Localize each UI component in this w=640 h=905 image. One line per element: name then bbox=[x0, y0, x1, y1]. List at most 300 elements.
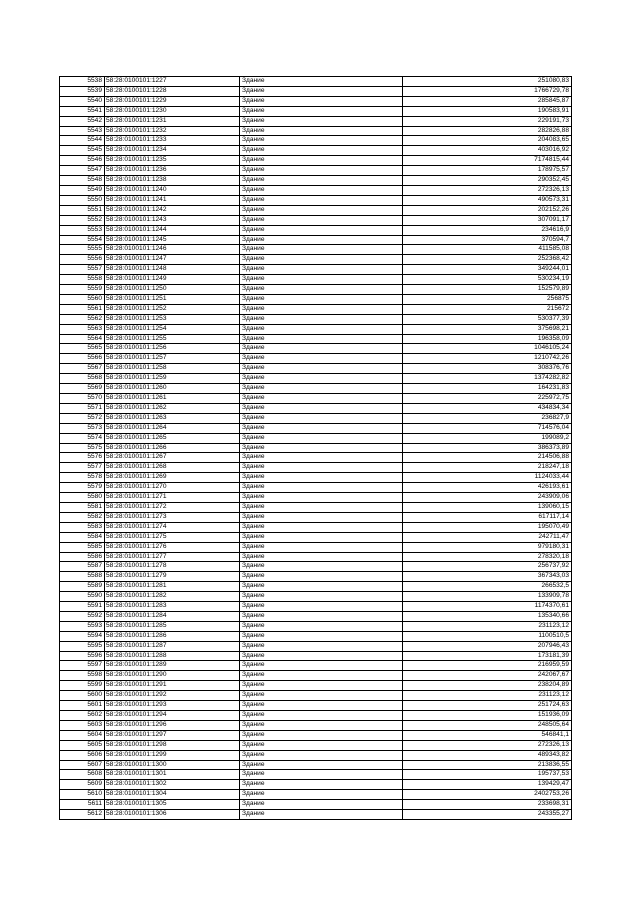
cadastral-number-cell: 58:28:0100101:1276 bbox=[105, 542, 240, 552]
row-number-cell: 5596 bbox=[60, 651, 105, 661]
row-number-cell: 5576 bbox=[60, 453, 105, 463]
cadastral-number-cell: 58:28:0100101:1232 bbox=[105, 126, 240, 136]
row-number-cell: 5577 bbox=[60, 463, 105, 473]
row-number-cell: 5559 bbox=[60, 285, 105, 295]
cadastral-number-cell: 58:28:0100101:1301 bbox=[105, 770, 240, 780]
cadastral-number-cell: 58:28:0100101:1258 bbox=[105, 364, 240, 374]
object-type-cell: Здание bbox=[240, 403, 403, 413]
row-number-cell: 5582 bbox=[60, 512, 105, 522]
row-number-cell: 5555 bbox=[60, 245, 105, 255]
cadastral-number-cell: 58:28:0100101:1277 bbox=[105, 552, 240, 562]
row-number-cell: 5607 bbox=[60, 760, 105, 770]
cadastral-number-cell: 58:28:0100101:1304 bbox=[105, 790, 240, 800]
table-row bbox=[60, 185, 572, 195]
object-type-cell: Здание bbox=[240, 542, 403, 552]
table-row bbox=[60, 740, 572, 750]
cadastral-value-cell: 238204,89 bbox=[403, 681, 572, 691]
object-type-cell: Здание bbox=[240, 473, 403, 483]
table-row bbox=[60, 235, 572, 245]
table-row bbox=[60, 433, 572, 443]
cadastral-number-cell: 58:28:0100101:1230 bbox=[105, 106, 240, 116]
cadastral-value-cell: 256737,92 bbox=[403, 562, 572, 572]
row-number-cell: 5538 bbox=[60, 77, 105, 87]
cadastral-value-cell: 178975,57 bbox=[403, 166, 572, 176]
cadastral-number-cell: 58:28:0100101:1252 bbox=[105, 304, 240, 314]
table-row bbox=[60, 592, 572, 602]
table-row bbox=[60, 760, 572, 770]
row-number-cell: 5543 bbox=[60, 126, 105, 136]
table-row bbox=[60, 384, 572, 394]
cadastral-number-cell: 58:28:0100101:1244 bbox=[105, 225, 240, 235]
row-number-cell: 5548 bbox=[60, 176, 105, 186]
cadastral-number-cell: 58:28:0100101:1263 bbox=[105, 413, 240, 423]
table-row bbox=[60, 522, 572, 532]
cadastral-value-cell: 213836,55 bbox=[403, 760, 572, 770]
table-row bbox=[60, 493, 572, 503]
cadastral-number-cell: 58:28:0100101:1299 bbox=[105, 750, 240, 760]
cadastral-value-cell: 714576,04 bbox=[403, 423, 572, 433]
object-type-cell: Здание bbox=[240, 562, 403, 572]
cadastral-value-cell: 152579,89 bbox=[403, 285, 572, 295]
object-type-cell: Здание bbox=[240, 205, 403, 215]
cadastral-value-cell: 195737,53 bbox=[403, 770, 572, 780]
row-number-cell: 5557 bbox=[60, 265, 105, 275]
cadastral-value-cell: 307091,17 bbox=[403, 215, 572, 225]
row-number-cell: 5566 bbox=[60, 354, 105, 364]
cadastral-value-cell: 252368,42 bbox=[403, 255, 572, 265]
cadastral-value-cell: 266532,5 bbox=[403, 582, 572, 592]
cadastral-number-cell: 58:28:0100101:1227 bbox=[105, 77, 240, 87]
row-number-cell: 5570 bbox=[60, 394, 105, 404]
row-number-cell: 5552 bbox=[60, 215, 105, 225]
row-number-cell: 5542 bbox=[60, 116, 105, 126]
cadastral-value-cell: 225972,75 bbox=[403, 394, 572, 404]
table-row bbox=[60, 562, 572, 572]
table-row bbox=[60, 701, 572, 711]
cadastral-value-cell: 2402753,26 bbox=[403, 790, 572, 800]
row-number-cell: 5575 bbox=[60, 443, 105, 453]
cadastral-number-cell: 58:28:0100101:1294 bbox=[105, 711, 240, 721]
row-number-cell: 5592 bbox=[60, 611, 105, 621]
object-type-cell: Здание bbox=[240, 770, 403, 780]
cadastral-number-cell: 58:28:0100101:1238 bbox=[105, 176, 240, 186]
object-type-cell: Здание bbox=[240, 681, 403, 691]
row-number-cell: 5539 bbox=[60, 86, 105, 96]
cadastral-number-cell: 58:28:0100101:1290 bbox=[105, 671, 240, 681]
table-row bbox=[60, 364, 572, 374]
object-type-cell: Здание bbox=[240, 483, 403, 493]
object-type-cell: Здание bbox=[240, 185, 403, 195]
cadastral-value-cell: 214506,88 bbox=[403, 453, 572, 463]
table-row bbox=[60, 195, 572, 205]
cadastral-value-cell: 979180,31 bbox=[403, 542, 572, 552]
cadastral-number-cell: 58:28:0100101:1288 bbox=[105, 651, 240, 661]
table-row bbox=[60, 225, 572, 235]
table-row bbox=[60, 800, 572, 810]
cadastral-number-cell: 58:28:0100101:1285 bbox=[105, 621, 240, 631]
cadastral-number-cell: 58:28:0100101:1256 bbox=[105, 344, 240, 354]
object-type-cell: Здание bbox=[240, 532, 403, 542]
table-row bbox=[60, 275, 572, 285]
data-table bbox=[59, 76, 572, 820]
cadastral-number-cell: 58:28:0100101:1241 bbox=[105, 195, 240, 205]
row-number-cell: 5554 bbox=[60, 235, 105, 245]
table-row bbox=[60, 344, 572, 354]
object-type-cell: Здание bbox=[240, 394, 403, 404]
row-number-cell: 5610 bbox=[60, 790, 105, 800]
row-number-cell: 5609 bbox=[60, 780, 105, 790]
cadastral-number-cell: 58:28:0100101:1267 bbox=[105, 453, 240, 463]
cadastral-number-cell: 58:28:0100101:1273 bbox=[105, 512, 240, 522]
table-row bbox=[60, 285, 572, 295]
object-type-cell: Здание bbox=[240, 364, 403, 374]
cadastral-value-cell: 290352,45 bbox=[403, 176, 572, 186]
table-row bbox=[60, 621, 572, 631]
cadastral-value-cell: 386373,89 bbox=[403, 443, 572, 453]
object-type-cell: Здание bbox=[240, 235, 403, 245]
row-number-cell: 5595 bbox=[60, 641, 105, 651]
table-row bbox=[60, 423, 572, 433]
cadastral-value-cell: 434834,34 bbox=[403, 403, 572, 413]
row-number-cell: 5594 bbox=[60, 631, 105, 641]
object-type-cell: Здание bbox=[240, 522, 403, 532]
cadastral-value-cell: 164231,83 bbox=[403, 384, 572, 394]
object-type-cell: Здание bbox=[240, 552, 403, 562]
object-type-cell: Здание bbox=[240, 433, 403, 443]
row-number-cell: 5591 bbox=[60, 602, 105, 612]
cadastral-number-cell: 58:28:0100101:1248 bbox=[105, 265, 240, 275]
table-row bbox=[60, 176, 572, 186]
cadastral-number-cell: 58:28:0100101:1262 bbox=[105, 403, 240, 413]
table-row bbox=[60, 532, 572, 542]
table-row bbox=[60, 681, 572, 691]
object-type-cell: Здание bbox=[240, 195, 403, 205]
object-type-cell: Здание bbox=[240, 800, 403, 810]
cadastral-number-cell: 58:28:0100101:1253 bbox=[105, 314, 240, 324]
cadastral-value-cell: 530234,19 bbox=[403, 275, 572, 285]
cadastral-value-cell: 308376,76 bbox=[403, 364, 572, 374]
cadastral-value-cell: 231123,12 bbox=[403, 691, 572, 701]
cadastral-value-cell: 403016,92 bbox=[403, 146, 572, 156]
cadastral-number-cell: 58:28:0100101:1229 bbox=[105, 96, 240, 106]
object-type-cell: Здание bbox=[240, 661, 403, 671]
cadastral-value-cell: 349244,01 bbox=[403, 265, 572, 275]
object-type-cell: Здание bbox=[240, 750, 403, 760]
row-number-cell: 5606 bbox=[60, 750, 105, 760]
row-number-cell: 5556 bbox=[60, 255, 105, 265]
row-number-cell: 5603 bbox=[60, 720, 105, 730]
object-type-cell: Здание bbox=[240, 384, 403, 394]
table-row bbox=[60, 304, 572, 314]
cadastral-number-cell: 58:28:0100101:1242 bbox=[105, 205, 240, 215]
object-type-cell: Здание bbox=[240, 592, 403, 602]
row-number-cell: 5604 bbox=[60, 730, 105, 740]
cadastral-value-cell: 218247,18 bbox=[403, 463, 572, 473]
table-row bbox=[60, 641, 572, 651]
cadastral-value-cell: 285845,87 bbox=[403, 96, 572, 106]
row-number-cell: 5600 bbox=[60, 691, 105, 701]
cadastral-value-cell: 1124033,44 bbox=[403, 473, 572, 483]
table-row bbox=[60, 245, 572, 255]
object-type-cell: Здание bbox=[240, 374, 403, 384]
table-row bbox=[60, 582, 572, 592]
row-number-cell: 5564 bbox=[60, 334, 105, 344]
cadastral-value-cell: 151936,09 bbox=[403, 711, 572, 721]
object-type-cell: Здание bbox=[240, 671, 403, 681]
cadastral-value-cell: 7174815,44 bbox=[403, 156, 572, 166]
object-type-cell: Здание bbox=[240, 512, 403, 522]
row-number-cell: 5547 bbox=[60, 166, 105, 176]
cadastral-number-cell: 58:28:0100101:1255 bbox=[105, 334, 240, 344]
object-type-cell: Здание bbox=[240, 463, 403, 473]
cadastral-value-cell: 272326,13 bbox=[403, 740, 572, 750]
table-row bbox=[60, 374, 572, 384]
row-number-cell: 5579 bbox=[60, 483, 105, 493]
cadastral-value-cell: 278320,18 bbox=[403, 552, 572, 562]
object-type-cell: Здание bbox=[240, 453, 403, 463]
row-number-cell: 5602 bbox=[60, 711, 105, 721]
cadastral-value-cell: 243909,06 bbox=[403, 493, 572, 503]
table-row bbox=[60, 146, 572, 156]
row-number-cell: 5586 bbox=[60, 552, 105, 562]
object-type-cell: Здание bbox=[240, 354, 403, 364]
cadastral-number-cell: 58:28:0100101:1306 bbox=[105, 810, 240, 820]
cadastral-number-cell: 58:28:0100101:1302 bbox=[105, 780, 240, 790]
cadastral-value-cell: 173181,39 bbox=[403, 651, 572, 661]
cadastral-number-cell: 58:28:0100101:1270 bbox=[105, 483, 240, 493]
cadastral-value-cell: 411585,08 bbox=[403, 245, 572, 255]
row-number-cell: 5588 bbox=[60, 572, 105, 582]
object-type-cell: Здание bbox=[240, 166, 403, 176]
object-type-cell: Здание bbox=[240, 285, 403, 295]
object-type-cell: Здание bbox=[240, 225, 403, 235]
cadastral-number-cell: 58:28:0100101:1261 bbox=[105, 394, 240, 404]
object-type-cell: Здание bbox=[240, 780, 403, 790]
cadastral-value-cell: 243355,27 bbox=[403, 810, 572, 820]
row-number-cell: 5568 bbox=[60, 374, 105, 384]
table-row bbox=[60, 324, 572, 334]
object-type-cell: Здание bbox=[240, 314, 403, 324]
row-number-cell: 5598 bbox=[60, 671, 105, 681]
object-type-cell: Здание bbox=[240, 255, 403, 265]
object-type-cell: Здание bbox=[240, 621, 403, 631]
cadastral-number-cell: 58:28:0100101:1278 bbox=[105, 562, 240, 572]
cadastral-number-cell: 58:28:0100101:1251 bbox=[105, 294, 240, 304]
table-row bbox=[60, 166, 572, 176]
cadastral-number-cell: 58:28:0100101:1291 bbox=[105, 681, 240, 691]
cadastral-value-cell: 248505,64 bbox=[403, 720, 572, 730]
object-type-cell: Здание bbox=[240, 493, 403, 503]
row-number-cell: 5611 bbox=[60, 800, 105, 810]
table-body bbox=[60, 77, 572, 820]
table-row bbox=[60, 314, 572, 324]
table-row bbox=[60, 750, 572, 760]
cadastral-number-cell: 58:28:0100101:1292 bbox=[105, 691, 240, 701]
object-type-cell: Здание bbox=[240, 611, 403, 621]
row-number-cell: 5561 bbox=[60, 304, 105, 314]
table-row bbox=[60, 403, 572, 413]
table-row bbox=[60, 691, 572, 701]
object-type-cell: Здание bbox=[240, 215, 403, 225]
row-number-cell: 5560 bbox=[60, 294, 105, 304]
object-type-cell: Здание bbox=[240, 304, 403, 314]
object-type-cell: Здание bbox=[240, 711, 403, 721]
cadastral-number-cell: 58:28:0100101:1264 bbox=[105, 423, 240, 433]
cadastral-number-cell: 58:28:0100101:1257 bbox=[105, 354, 240, 364]
table-row bbox=[60, 790, 572, 800]
row-number-cell: 5550 bbox=[60, 195, 105, 205]
row-number-cell: 5558 bbox=[60, 275, 105, 285]
row-number-cell: 5572 bbox=[60, 413, 105, 423]
object-type-cell: Здание bbox=[240, 502, 403, 512]
object-type-cell: Здание bbox=[240, 275, 403, 285]
cadastral-value-cell: 1374282,82 bbox=[403, 374, 572, 384]
table-row bbox=[60, 502, 572, 512]
table-row bbox=[60, 394, 572, 404]
cadastral-number-cell: 58:28:0100101:1269 bbox=[105, 473, 240, 483]
object-type-cell: Здание bbox=[240, 96, 403, 106]
row-number-cell: 5580 bbox=[60, 493, 105, 503]
table-row bbox=[60, 413, 572, 423]
cadastral-value-cell: 242067,67 bbox=[403, 671, 572, 681]
table-row bbox=[60, 810, 572, 820]
object-type-cell: Здание bbox=[240, 641, 403, 651]
row-number-cell: 5571 bbox=[60, 403, 105, 413]
cadastral-number-cell: 58:28:0100101:1260 bbox=[105, 384, 240, 394]
cadastral-value-cell: 426193,61 bbox=[403, 483, 572, 493]
row-number-cell: 5578 bbox=[60, 473, 105, 483]
object-type-cell: Здание bbox=[240, 701, 403, 711]
row-number-cell: 5569 bbox=[60, 384, 105, 394]
row-number-cell: 5589 bbox=[60, 582, 105, 592]
cadastral-value-cell: 1046105,24 bbox=[403, 344, 572, 354]
cadastral-value-cell: 234616,9 bbox=[403, 225, 572, 235]
cadastral-number-cell: 58:28:0100101:1275 bbox=[105, 532, 240, 542]
cadastral-number-cell: 58:28:0100101:1240 bbox=[105, 185, 240, 195]
cadastral-number-cell: 58:28:0100101:1271 bbox=[105, 493, 240, 503]
object-type-cell: Здание bbox=[240, 245, 403, 255]
row-number-cell: 5585 bbox=[60, 542, 105, 552]
row-number-cell: 5541 bbox=[60, 106, 105, 116]
cadastral-value-cell: 236827,9 bbox=[403, 413, 572, 423]
cadastral-value-cell: 190583,91 bbox=[403, 106, 572, 116]
cadastral-number-cell: 58:28:0100101:1296 bbox=[105, 720, 240, 730]
object-type-cell: Здание bbox=[240, 602, 403, 612]
cadastral-number-cell: 58:28:0100101:1228 bbox=[105, 86, 240, 96]
row-number-cell: 5593 bbox=[60, 621, 105, 631]
table-row bbox=[60, 354, 572, 364]
table-row bbox=[60, 572, 572, 582]
object-type-cell: Здание bbox=[240, 443, 403, 453]
table-row bbox=[60, 720, 572, 730]
cadastral-number-cell: 58:28:0100101:1300 bbox=[105, 760, 240, 770]
object-type-cell: Здание bbox=[240, 720, 403, 730]
table-row bbox=[60, 453, 572, 463]
row-number-cell: 5573 bbox=[60, 423, 105, 433]
cadastral-value-cell: 367343,03 bbox=[403, 572, 572, 582]
cadastral-number-cell: 58:28:0100101:1305 bbox=[105, 800, 240, 810]
object-type-cell: Здание bbox=[240, 156, 403, 166]
cadastral-number-cell: 58:28:0100101:1234 bbox=[105, 146, 240, 156]
cadastral-number-cell: 58:28:0100101:1236 bbox=[105, 166, 240, 176]
cadastral-number-cell: 58:28:0100101:1259 bbox=[105, 374, 240, 384]
row-number-cell: 5583 bbox=[60, 522, 105, 532]
row-number-cell: 5567 bbox=[60, 364, 105, 374]
cadastral-number-cell: 58:28:0100101:1245 bbox=[105, 235, 240, 245]
table-row bbox=[60, 631, 572, 641]
row-number-cell: 5608 bbox=[60, 770, 105, 780]
cadastral-number-cell: 58:28:0100101:1265 bbox=[105, 433, 240, 443]
cadastral-value-cell: 202152,26 bbox=[403, 205, 572, 215]
cadastral-number-cell: 58:28:0100101:1266 bbox=[105, 443, 240, 453]
object-type-cell: Здание bbox=[240, 423, 403, 433]
table-row bbox=[60, 651, 572, 661]
cadastral-value-cell: 199089,2 bbox=[403, 433, 572, 443]
cadastral-number-cell: 58:28:0100101:1287 bbox=[105, 641, 240, 651]
object-type-cell: Здание bbox=[240, 334, 403, 344]
object-type-cell: Здание bbox=[240, 631, 403, 641]
row-number-cell: 5546 bbox=[60, 156, 105, 166]
object-type-cell: Здание bbox=[240, 126, 403, 136]
cadastral-value-cell: 215672 bbox=[403, 304, 572, 314]
cadastral-value-cell: 530377,39 bbox=[403, 314, 572, 324]
table-row bbox=[60, 96, 572, 106]
cadastral-value-cell: 617117,14 bbox=[403, 512, 572, 522]
cadastral-number-cell: 58:28:0100101:1250 bbox=[105, 285, 240, 295]
object-type-cell: Здание bbox=[240, 294, 403, 304]
cadastral-value-cell: 375698,21 bbox=[403, 324, 572, 334]
object-type-cell: Здание bbox=[240, 582, 403, 592]
cadastral-value-cell: 231123,12 bbox=[403, 621, 572, 631]
table-row bbox=[60, 86, 572, 96]
cadastral-value-cell: 251080,83 bbox=[403, 77, 572, 87]
cadastral-number-cell: 58:28:0100101:1293 bbox=[105, 701, 240, 711]
cadastral-number-cell: 58:28:0100101:1247 bbox=[105, 255, 240, 265]
object-type-cell: Здание bbox=[240, 790, 403, 800]
object-type-cell: Здание bbox=[240, 730, 403, 740]
table-row bbox=[60, 334, 572, 344]
cadastral-number-cell: 58:28:0100101:1274 bbox=[105, 522, 240, 532]
table-row bbox=[60, 156, 572, 166]
cadastral-number-cell: 58:28:0100101:1233 bbox=[105, 136, 240, 146]
row-number-cell: 5574 bbox=[60, 433, 105, 443]
object-type-cell: Здание bbox=[240, 413, 403, 423]
cadastral-number-cell: 58:28:0100101:1268 bbox=[105, 463, 240, 473]
cadastral-number-cell: 58:28:0100101:1297 bbox=[105, 730, 240, 740]
object-type-cell: Здание bbox=[240, 760, 403, 770]
cadastral-value-cell: 242711,47 bbox=[403, 532, 572, 542]
object-type-cell: Здание bbox=[240, 810, 403, 820]
row-number-cell: 5562 bbox=[60, 314, 105, 324]
row-number-cell: 5540 bbox=[60, 96, 105, 106]
cadastral-value-cell: 204083,65 bbox=[403, 136, 572, 146]
cadastral-number-cell: 58:28:0100101:1282 bbox=[105, 592, 240, 602]
cadastral-value-cell: 195070,49 bbox=[403, 522, 572, 532]
table-row bbox=[60, 443, 572, 453]
object-type-cell: Здание bbox=[240, 691, 403, 701]
row-number-cell: 5553 bbox=[60, 225, 105, 235]
row-number-cell: 5612 bbox=[60, 810, 105, 820]
table-row bbox=[60, 661, 572, 671]
cadastral-value-cell: 196358,09 bbox=[403, 334, 572, 344]
row-number-cell: 5601 bbox=[60, 701, 105, 711]
table-row bbox=[60, 602, 572, 612]
cadastral-value-cell: 256875 bbox=[403, 294, 572, 304]
cadastral-number-cell: 58:28:0100101:1284 bbox=[105, 611, 240, 621]
row-number-cell: 5590 bbox=[60, 592, 105, 602]
row-number-cell: 5545 bbox=[60, 146, 105, 156]
cadastral-value-cell: 1766729,78 bbox=[403, 86, 572, 96]
